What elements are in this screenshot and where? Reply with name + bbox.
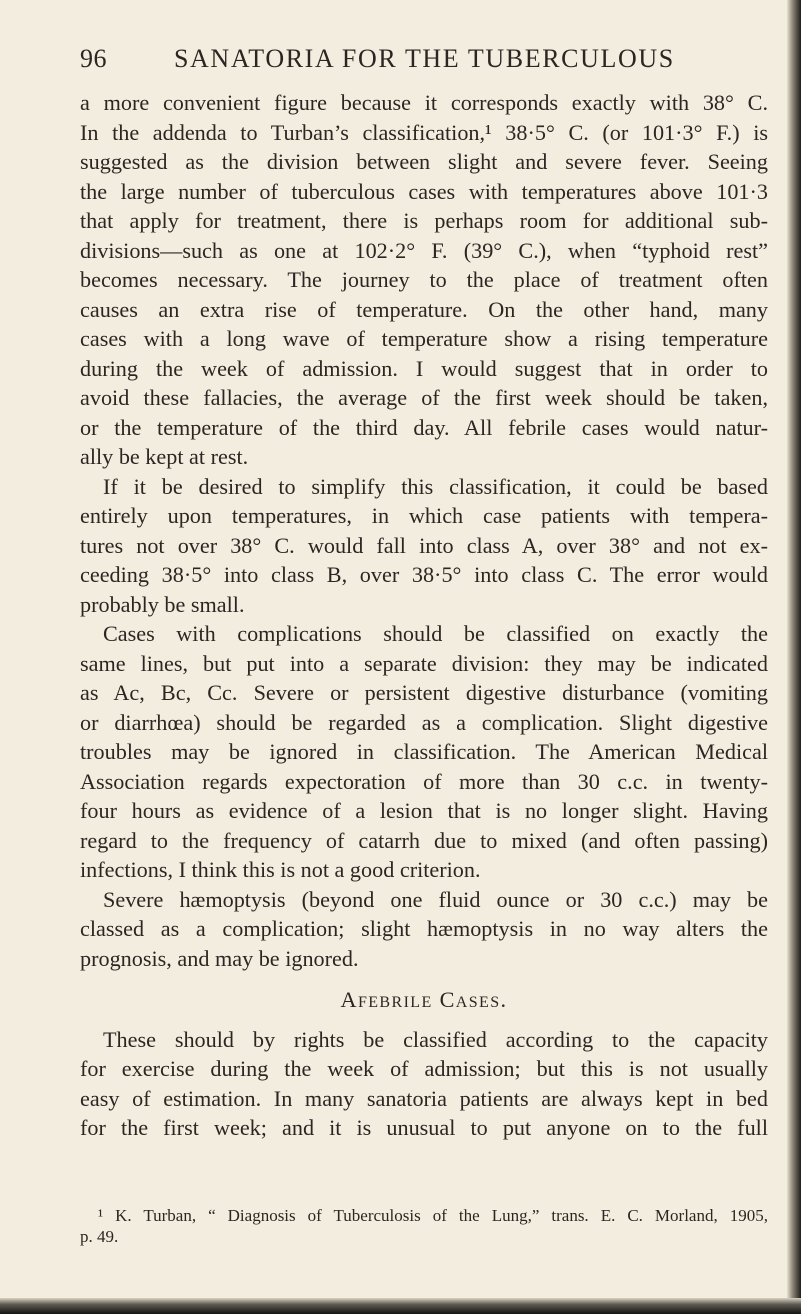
text-line: infections, I think this is not a good criterion.	[80, 857, 481, 882]
text-line: that apply for treatment, there is perhaps room for additional sub-	[80, 208, 768, 233]
text-line: avoid these fallacies, the average of the first week should be taken,	[80, 385, 768, 410]
text-line: troubles may be ignored in classification. The American Medical	[80, 739, 768, 764]
text-line: the large number of tuberculous cases with temperatures above 101·3	[80, 178, 768, 204]
text-line: same lines, but put into a separate division: they may be indicated	[80, 650, 768, 676]
text-line: or the temperature of the third day. All febrile cases would natur-	[80, 414, 768, 440]
text-line: In the addenda to Turban’s classification,¹ 38·5° C. (or 101·3° F.) is	[80, 119, 768, 145]
text-line: If it be desired to simplify this classification, it could be based	[103, 473, 768, 499]
text-line: Cases with complications should be classified on exactly the	[103, 621, 768, 646]
text-line: prognosis, and may be ignored.	[80, 945, 359, 971]
footnote	[80, 1205, 768, 1247]
text-line: entirely upon temperatures, in which case patients with tempera-	[80, 503, 768, 528]
text-line: for exercise during the week of admission; but this is not usually	[80, 1056, 768, 1081]
text-line: during the week of admission. I would suggest that in order to	[80, 355, 768, 381]
text-line: four hours as evidence of a lesion that is no longer slight. Having	[80, 798, 768, 823]
text-line: suggested as the division between slight and severe fever. Seeing	[80, 149, 768, 174]
text-line: a more convenient figure because it corresponds exactly with 38° C.	[80, 90, 768, 115]
footnote-line: ¹ K. Turban, “ Diagnosis of Tuberculosis of the Lung,” trans. E. C. Morland, 1905,	[98, 1206, 768, 1225]
text-line: probably be small.	[80, 591, 245, 617]
page-number: 96	[80, 44, 107, 73]
text-line: tures not over 38° C. would fall into class A, over 38° and not ex-	[80, 532, 768, 558]
text-line: for the first week; and it is unusual to put anyone on to the full	[80, 1115, 768, 1140]
text-line: becomes necessary. The journey to the place of treatment often	[80, 267, 768, 292]
text-line: causes an extra rise of temperature. On the other hand, many	[80, 296, 768, 322]
page-edge-shadow	[787, 0, 801, 1314]
text-line: as Ac, Bc, Cc. Severe or persistent digestive disturbance (vomiting	[80, 680, 768, 705]
text-line: classed as a complication; slight hæmoptysis in no way alters the	[80, 916, 768, 941]
text-line: ceeding 38·5° into class B, over 38·5° into class C. The error would	[80, 562, 768, 587]
text-line: easy of estimation. In many sanatoria patients are always kept in bed	[80, 1085, 768, 1111]
text-line: These should by rights be classified according to the capacity	[103, 1026, 768, 1052]
body-text	[80, 88, 768, 1143]
text-line: cases with a long wave of temperature show a rising temperature	[80, 326, 768, 351]
footnote-line: p. 49.	[80, 1227, 119, 1246]
running-head: SANATORIA FOR THE TUBERCULOUS	[174, 44, 675, 73]
text-line: or diarrhœa) should be regarded as a complication. Slight digestive	[80, 709, 768, 735]
text-line: ally be kept at rest.	[80, 444, 249, 469]
page-header	[80, 44, 770, 84]
text-line: regard to the frequency of catarrh due to mixed (and often passing)	[80, 827, 768, 853]
text-line: Association regards expectoration of more than 30 c.c. in twenty-	[80, 768, 768, 794]
text-line: divisions—such as one at 102·2° F. (39° C.), when “typhoid rest”	[80, 237, 768, 263]
text-line: Severe hæmoptysis (beyond one fluid ounce or 30 c.c.) may be	[103, 886, 768, 912]
section-heading: Afebrile Cases.	[340, 987, 508, 1012]
page-bottom-shadow	[0, 1298, 801, 1314]
